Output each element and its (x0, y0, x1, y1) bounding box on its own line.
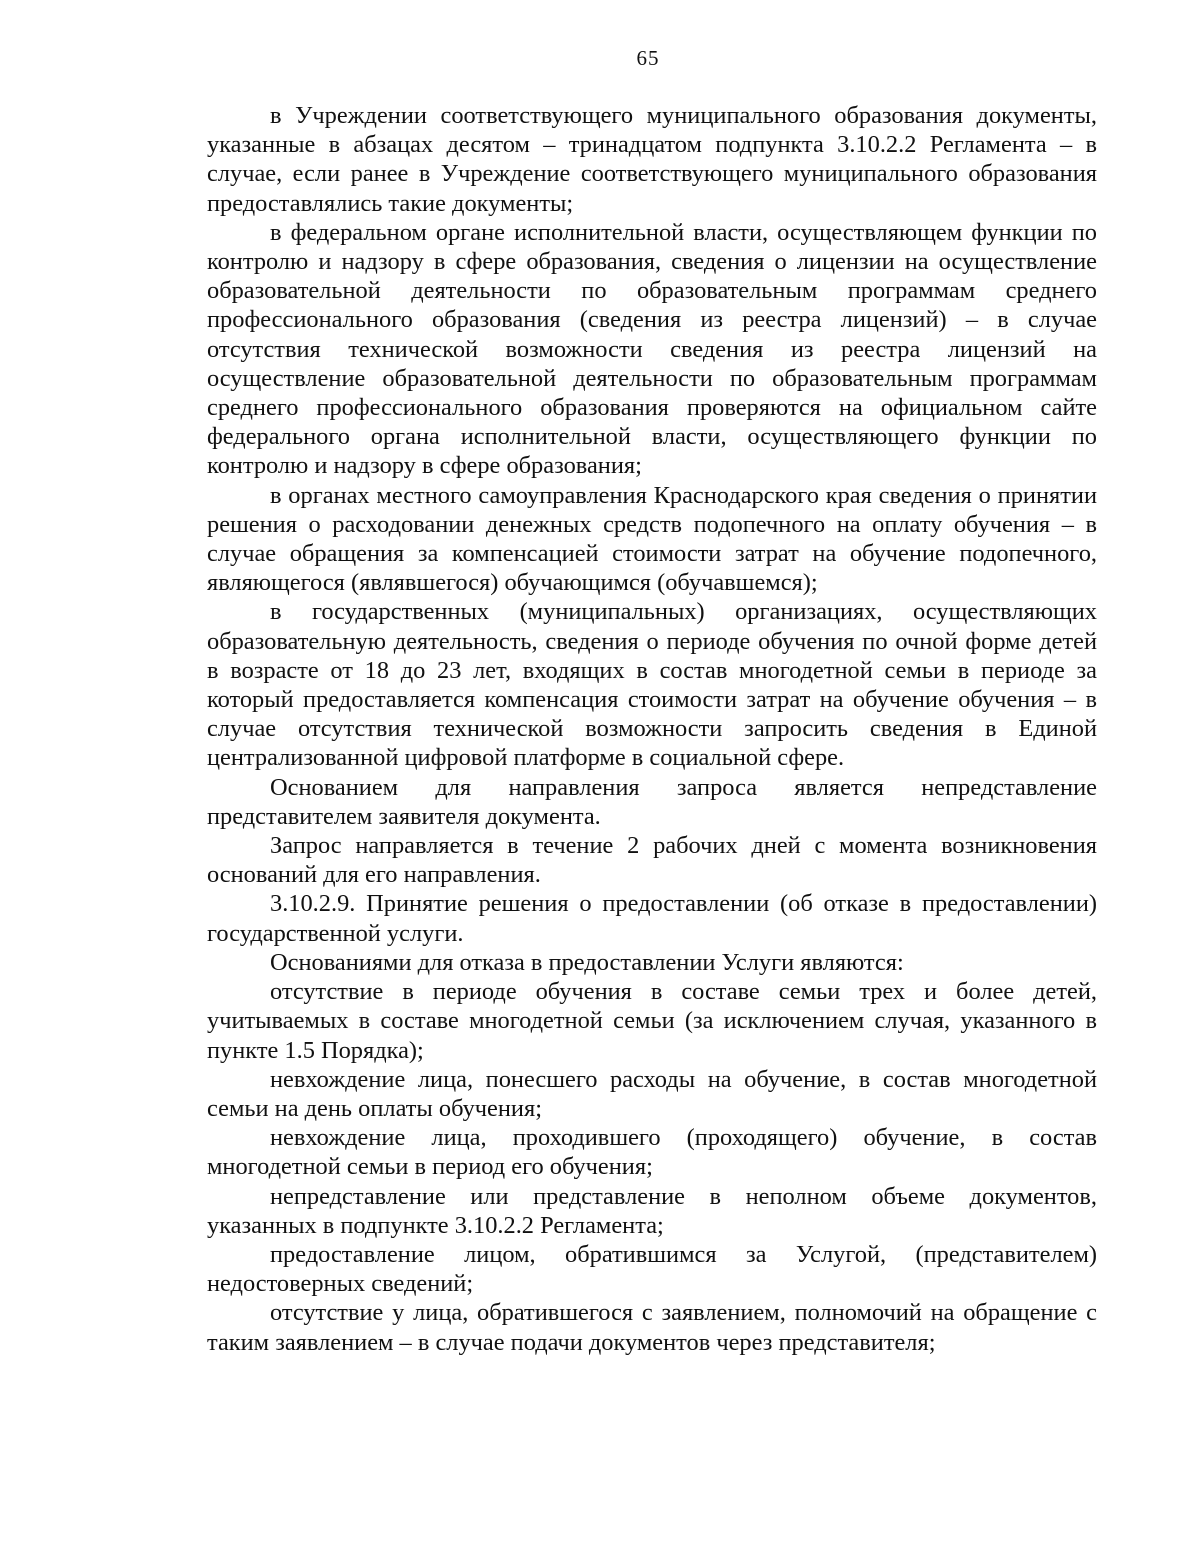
paragraph-documents-institution: в Учреждении соответствующего муниципального образования документы, указанные в абзацах десятом – тринадцатом подпункта 3.10.2.2 Регламента – в случае, если ранее в Учреждение соответствующего муниципального образования предоставлялись такие документы; (207, 102, 1097, 217)
page-number: 65 (636, 46, 660, 70)
paragraph-request-basis: Основанием для направления запроса является непредставление представителем заявителя документа. (207, 773, 1097, 830)
paragraph-refusal-ground-5: предоставление лицом, обратившимся за Услугой, (представителем) недостоверных сведений; (207, 1240, 1097, 1298)
paragraph-refusal-ground-1: отсутствие в периоде обучения в составе семьи трех и более детей, учитываемых в составе многодетной семьи (за исключением случая, указанного в пункте 1.5 Порядка); (207, 978, 1097, 1064)
paragraph-refusal-ground-2: невхождение лица, понесшего расходы на обучение, в состав многодетной семьи на день оплаты обучения; (207, 1065, 1097, 1122)
paragraph-federal-authority: в федеральном органе исполнительной власти, осуществляющем функции по контролю и надзору в сфере образования, сведения о лицензии на осуществление образовательной деятельности по образовательным программам среднего профессионального образования (сведения из реестра лицензий) – в случае отсутствия технической возможности сведения из реестра лицензий на осуществление образовательной деятельности по образовательным программам среднего профессионального образования проверяются на официальном сайте федерального органа исполнительной власти, осуществляющего функции по контролю и надзору в сфере образования; (207, 218, 1097, 480)
paragraph-refusal-ground-4: непредставление или представление в неполном объеме документов, указанных в подпункте 3.10.2.2 Регламента; (207, 1182, 1097, 1239)
paragraph-section-3-10-2-9: 3.10.2.9. Принятие решения о предоставлении (об отказе в предоставлении) государственной услуги. (207, 890, 1097, 947)
paragraph-refusal-ground-3: невхождение лица, проходившего (проходящего) обучение, в состав многодетной семьи в период его обучения; (207, 1124, 1097, 1181)
document-body (207, 101, 1097, 1357)
paragraph-refusal-grounds-heading: Основаниями для отказа в предоставлении Услуги являются: (270, 948, 904, 976)
paragraph-local-government: в органах местного самоуправления Краснодарского края сведения о принятии решения о расходовании денежных средств подопечного на оплату обучения – в случае обращения за компенсацией стоимости затрат на обучение подопечного, являющегося (являвшегося) обучающимся (обучавшемся); (207, 481, 1097, 597)
paragraph-request-deadline: Запрос направляется в течение 2 рабочих дней с момента возникновения оснований для его направления. (207, 832, 1097, 889)
paragraph-refusal-ground-6: отсутствие у лица, обратившегося с заявлением, полномочий на обращение с таким заявлением – в случае подачи документов через представителя; (207, 1299, 1097, 1356)
paragraph-state-organizations: в государственных (муниципальных) организациях, осуществляющих образовательную деятельность, сведения о периоде обучения по очной форме детей в возрасте от 18 до 23 лет, входящих в состав многодетной семьи в периоде за который предоставляется компенсация стоимости затрат на обучение обучения – в случае отсутствия технической возможности запросить сведения в Единой централизованной цифровой платформе в социальной сфере. (207, 598, 1097, 772)
